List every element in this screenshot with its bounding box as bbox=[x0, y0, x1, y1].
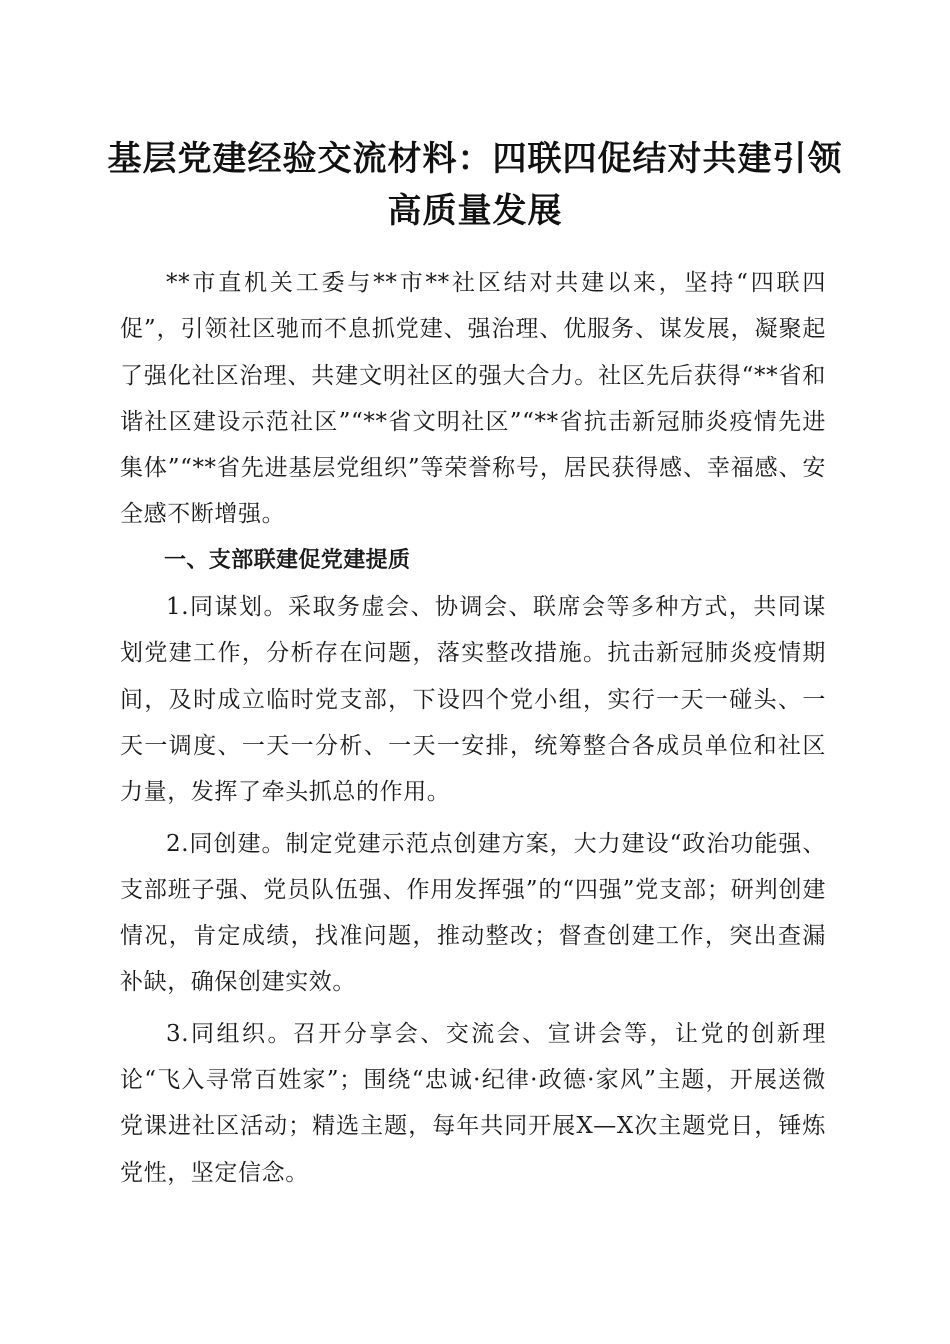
document-body bbox=[120, 260, 826, 1196]
intro-paragraph: **市直机关工委与**市**社区结对共建以来，坚持“四联四促”，引领社区驰而不息抓党建、强治理、优服务、谋发展，凝聚起了强化社区治理、共建文明社区的强大合力。社区先后获得“**省和谐社区建设示范社区”“**省文明社区”“**省抗击新冠肺炎疫情先进集体”“**省先进基层党组织”等荣誉称号，居民获得感、幸福感、安全感不断增强。 bbox=[120, 270, 826, 528]
list-item: 2.同创建。制定党建示范点创建方案，大力建设“政治功能强、支部班子强、党员队伍强、作用发挥强”的“四强”党支部；研判创建情况，肯定成绩，找准问题，推动整改；督查创建工作，突出查漏补缺，确保创建实效。 bbox=[120, 830, 826, 996]
section-heading: 一、支部联建促党建提质 bbox=[164, 547, 411, 573]
list-item: 1.同谋划。采取务虚会、协调会、联席会等多种方式，共同谋划党建工作，分析存在问题，落实整改措施。抗击新冠肺炎疫情期间，及时成立临时党支部，下设四个党小组，实行一天一碰头、一天一调度、一天一分析、一天一安排，统筹整合各成员单位和社区力量，发挥了牵头抓总的作用。 bbox=[120, 594, 826, 806]
document-title: 基层党建经验交流材料：四联四促结对共建引领高质量发展 bbox=[107, 139, 843, 231]
list-item: 3.同组织。召开分享会、交流会、宣讲会等，让党的创新理论“飞入寻常百姓家”；围绕“忠诚·纪律·政德·家风”主题，开展送微党课进社区活动；精选主题，每年共同开展X—X次主题党日，锤炼党性，坚定信念。 bbox=[120, 1020, 826, 1186]
